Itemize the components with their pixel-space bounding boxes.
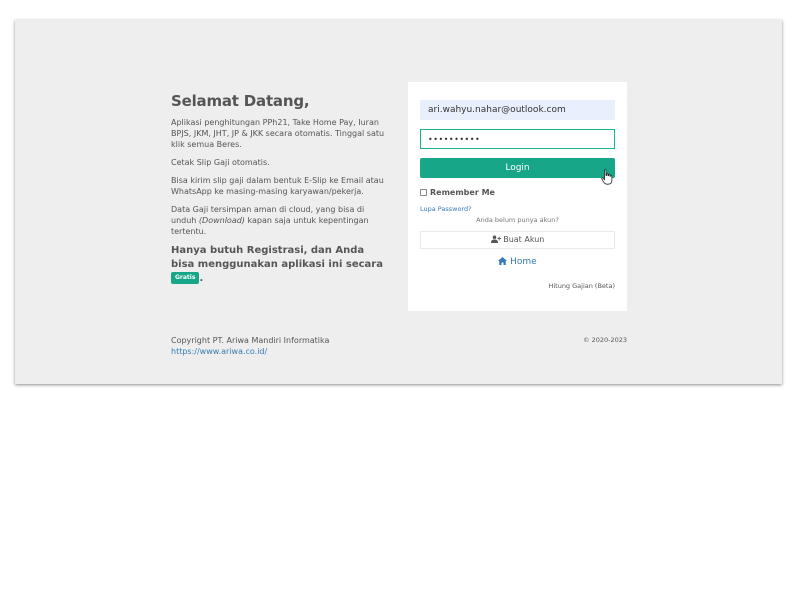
user-plus-icon	[491, 235, 504, 244]
login-button[interactable]: Login	[420, 158, 615, 178]
welcome-section	[171, 92, 386, 286]
login-card	[408, 82, 627, 311]
create-account-button[interactable]	[420, 231, 615, 249]
copyright-years: © 2020-2023	[583, 336, 627, 344]
company-url-link[interactable]: https://www.ariwa.co.id/	[171, 347, 268, 356]
home-link[interactable]	[408, 257, 627, 267]
footer-copyright	[171, 335, 329, 357]
cloud-text-start: Data Gaji tersimpan aman di cloud, yang bisa di unduh	[171, 205, 365, 225]
hitung-gajian-link[interactable]: Hitung Gajian (Beta)	[548, 282, 615, 290]
home-icon	[498, 257, 510, 267]
remember-checkbox[interactable]	[420, 189, 427, 196]
intro-paragraph: Aplikasi penghitungan PPh21, Take Home Pay, Iuran BPJS, JKM, JHT, JP & JKK secara otomatis. Tinggal satu klik semua Beres.	[171, 118, 385, 149]
welcome-title: Selamat Datang,	[171, 92, 310, 110]
remember-label: Remember Me	[430, 188, 495, 197]
cta-text: Hanya butuh Registrasi, dan Anda bisa menggunakan aplikasi ini secara	[171, 245, 383, 270]
email-input[interactable]	[420, 100, 615, 120]
remember-me[interactable]	[420, 188, 495, 197]
password-input[interactable]	[420, 129, 615, 149]
page-frame	[15, 20, 782, 384]
no-account-text: Anda belum punya akun?	[476, 216, 559, 224]
cloud-paragraph	[171, 204, 386, 237]
free-badge: Gratis	[171, 272, 199, 284]
hand-pointer-cursor-icon	[601, 169, 613, 185]
forgot-password-link[interactable]: Lupa Password?	[420, 205, 472, 213]
copyright-text: Copyright PT. Ariwa Mandiri Informatika	[171, 336, 330, 345]
create-account-label: Buat Akun	[503, 235, 545, 244]
cta-period: .	[199, 273, 204, 284]
download-text: (Download)	[198, 216, 245, 225]
cloud-text-end: kapan saja untuk kepentingan tertentu.	[171, 216, 369, 236]
home-label: Home	[510, 257, 537, 267]
eslip-paragraph: Bisa kirim slip gaji dalam bentuk E-Slip ke Email atau WhatsApp ke masing-masing karyawan/pekerja.	[171, 176, 384, 196]
slip-paragraph: Cetak Slip Gaji otomatis.	[171, 158, 270, 167]
registration-cta	[171, 244, 386, 286]
